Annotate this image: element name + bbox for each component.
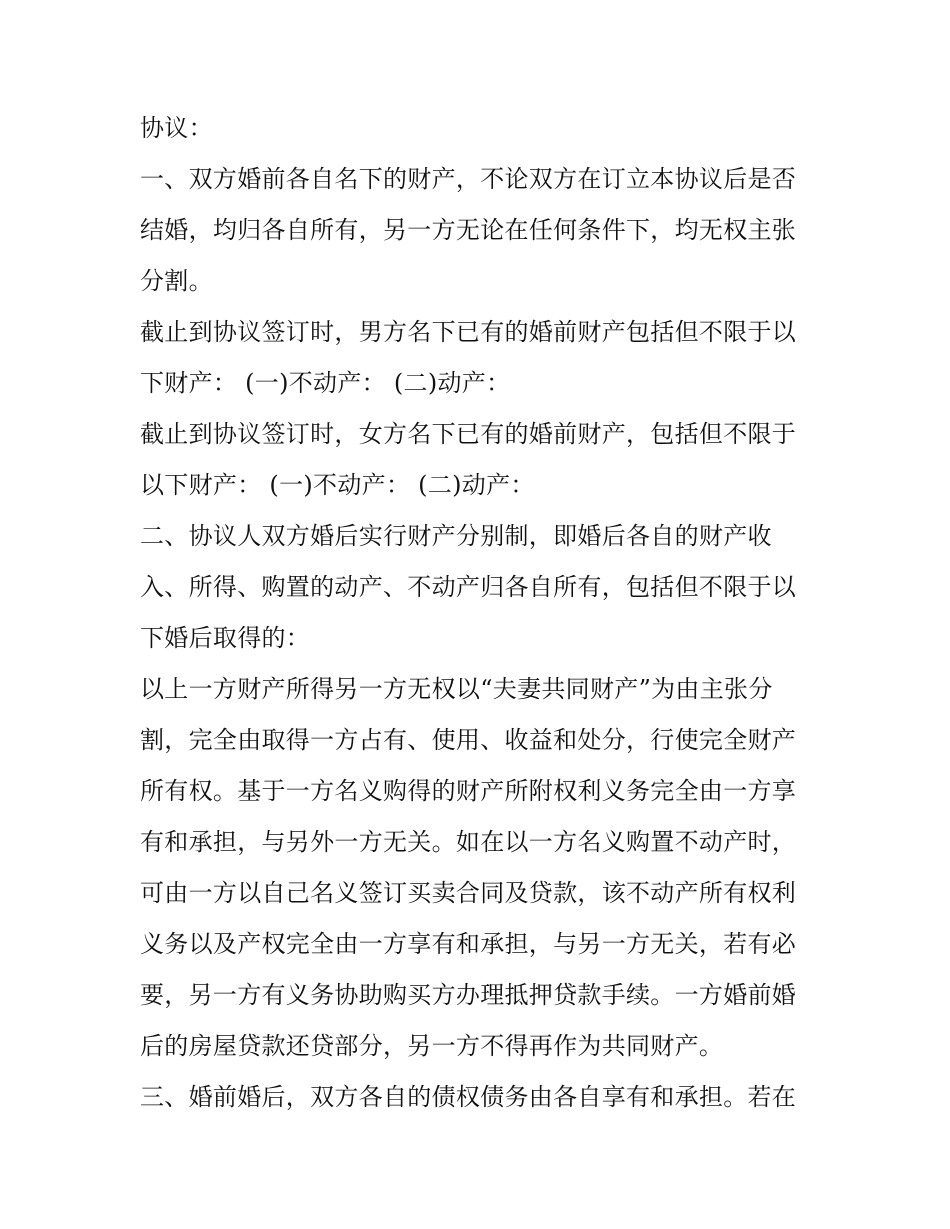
document-line: 一、双方婚前各自名下的财产，不论双方在订立本协议后是否 xyxy=(140,165,797,193)
document-line: 截止到协议签订时，男方名下已有的婚前财产包括但不限于以 xyxy=(140,318,797,346)
document-line: 可由一方以自己名义签订买卖合同及贷款，该不动产所有权利 xyxy=(140,879,797,907)
document-line: 割，完全由取得一方占有、使用、收益和处分，行使完全财产 xyxy=(140,726,797,754)
document-line: 入、所得、购置的动产、不动产归各自所有，包括但不限于以 xyxy=(140,573,797,601)
document-line: 分割。 xyxy=(140,267,213,295)
document-line: 结婚，均归各自所有，另一方无论在任何条件下，均无权主张 xyxy=(140,216,797,244)
document-line: 协议： xyxy=(140,114,213,142)
document-line: 截止到协议签订时，女方名下已有的婚前财产，包括但不限于 xyxy=(140,420,797,448)
document-line: 下婚后取得的： xyxy=(140,624,311,652)
document-line: 义务以及产权完全由一方享有和承担，与另一方无关，若有必 xyxy=(140,930,797,958)
document-line: 以上一方财产所得另一方无权以“夫妻共同财产”为由主张分 xyxy=(140,675,773,703)
document-line: 三、婚前婚后，双方各自的债权债务由各自享有和承担。若在 xyxy=(140,1083,797,1111)
document-line: 所有权。基于一方名义购得的财产所附权利义务完全由一方享 xyxy=(140,777,797,805)
document-body xyxy=(140,103,812,1123)
document-line: 后的房屋贷款还贷部分，另一方不得再作为共同财产。 xyxy=(140,1032,724,1060)
document-line: 二、协议人双方婚后实行财产分别制，即婚后各自的财产收 xyxy=(140,522,772,550)
document-line: 以下财产： (一)不动产： (二)动产： xyxy=(140,471,535,499)
document-line: 下财产： (一)不动产： (二)动产： xyxy=(140,369,511,397)
document-line: 有和承担，与另外一方无关。如在以一方名义购置不动产时， xyxy=(140,828,797,856)
document-line: 要，另一方有义务协助购买方办理抵押贷款手续。一方婚前婚 xyxy=(140,981,797,1009)
